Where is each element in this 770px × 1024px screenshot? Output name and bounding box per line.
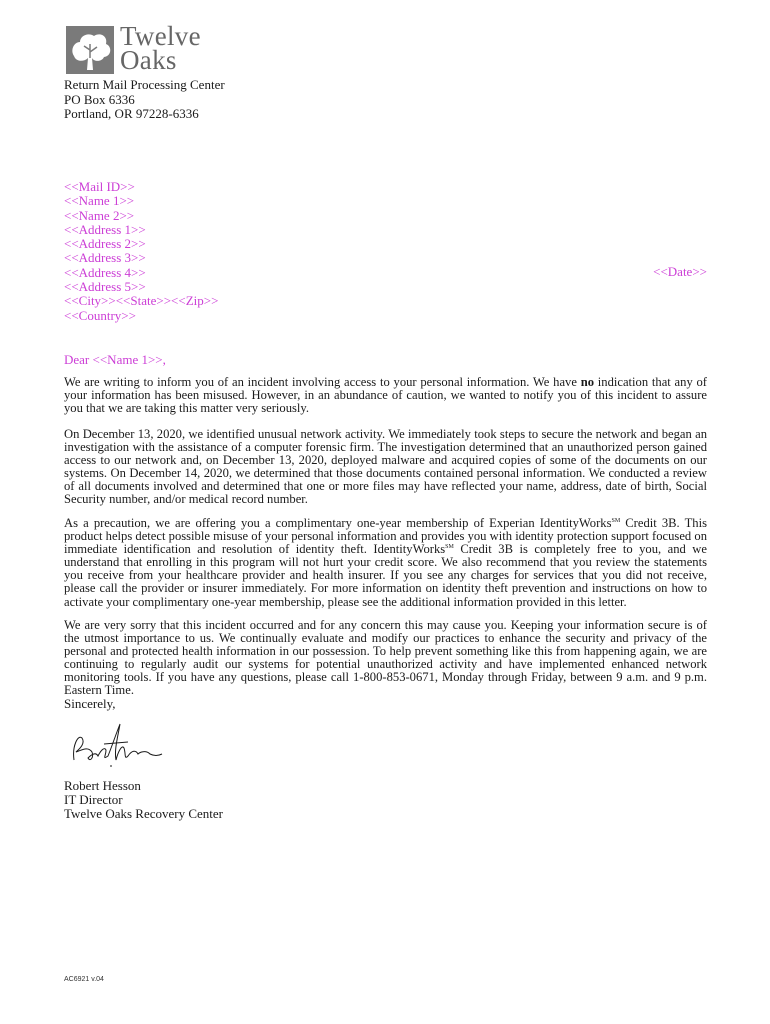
return-address-line: Return Mail Processing Center [64,77,225,92]
service-mark: SM [611,517,621,524]
logo-wordmark [120,21,201,75]
merge-field-country: <<Country>> [64,307,136,323]
p1-emphasis: no [580,375,595,389]
return-address-line: Portland, OR 97228-6336 [64,106,199,121]
signer-organization: Twelve Oaks Recovery Center [64,805,224,821]
merge-field-address-4: <<Address 4>> [64,264,146,280]
salutation-dear: Dear [64,352,93,367]
closing: Sincerely, [64,696,116,711]
paragraph-notice [64,376,707,415]
logo-line-2: Oaks [120,45,177,75]
oak-tree-icon [66,26,116,76]
signer-block [64,779,223,820]
return-address [64,78,225,122]
document-code: AC6921 v.04 [64,976,104,983]
merge-field-name-1: <<Name 1>> [64,193,135,209]
merge-field-address-2: <<Address 2>> [64,236,146,252]
salutation-comma: , [162,352,166,367]
signature-image [66,716,176,772]
merge-field-name-2: <<Name 2>> [64,207,135,223]
merge-field-address-5: <<Address 5>> [64,279,146,295]
p1-text-c: indication that any of your information has been misused. However, in an abundance of caution, we wanted to notify you of this incident to assure you that we are taking this matter very seriously. [64,375,707,416]
salutation-name: <<Name 1>> [92,352,163,367]
paragraph-apology: We are very sorry that this incident occurred and for any concern this may cause you. Keeping your information secure is of the utmost importance to us. We continually evaluate and modify our practices to enhance the security and privacy of the personal and protected health information in our possession. To help prevent something like this from happening again, we are continuing to regularly audit our systems for potential unauthorized activity and have implemented enhanced network monitoring tools. If you have any questions, please call 1-800-853-0671, Monday through Friday, between 9 a.m. and 9 p.m. Eastern Time. [64,618,707,698]
p3-text-c: Credit 3B is completely free to you, and we understand that enrolling in this program will not hurt your credit score. We also recommend that you review the statements you receive from your healthcare provider and health insurer. If you see any charges for services that you did not receive, please call the provider or insurer immediately. For more information on identity theft prevention and instructions on how to activate your complimentary one-year membership, please see the additional information provided in this letter. [64,542,707,609]
merge-field-date: <<Date>> [653,264,707,279]
salutation [64,352,166,368]
handwritten-signature [66,716,176,772]
logo-line-1: Twelve [120,21,201,51]
return-address-line: PO Box 6336 [64,91,135,107]
p3-text-b: Credit 3B. This product helps detect possible misuse of your personal information and provides you with identity protection support focused on immediate identification and resolution of identity theft. IdentityWorks [64,516,707,557]
merge-field-city-state-zip: <<City>><<State>><<Zip>> [64,293,219,309]
paragraph-incident: On December 13, 2020, we identified unusual network activity. We immediately took steps to secure the network and began an investigation with the assistance of a computer forensic firm. The investigation determined that an unauthorized person gained access to our network and, on December 13, 2020, deployed malware and acquired copies of some of the documents on our systems. On December 14, 2020, we determined that those documents contained personal information. We conducted a review of all documents involved and determined that one or more files may have reflected your name, address, date of birth, Social Security number, and/or medical record number. [64,427,707,507]
merge-field-mail-id: <<Mail ID>> [64,179,135,194]
signer-title: IT Director [64,791,123,807]
p1-text-a: We are writing to inform you of an incident involving access to your personal information. We have [64,375,581,389]
recipient-address [64,180,218,323]
p3-text-a: As a precaution, we are offering you a complimentary one-year membership of Experian IdentityWorks [64,516,612,530]
merge-field-address-3: <<Address 3>> [64,250,146,266]
merge-field-address-1: <<Address 1>> [64,221,146,237]
signer-name: Robert Hesson [64,778,141,793]
paragraph-precaution [64,517,707,609]
service-mark: SM [445,544,454,550]
